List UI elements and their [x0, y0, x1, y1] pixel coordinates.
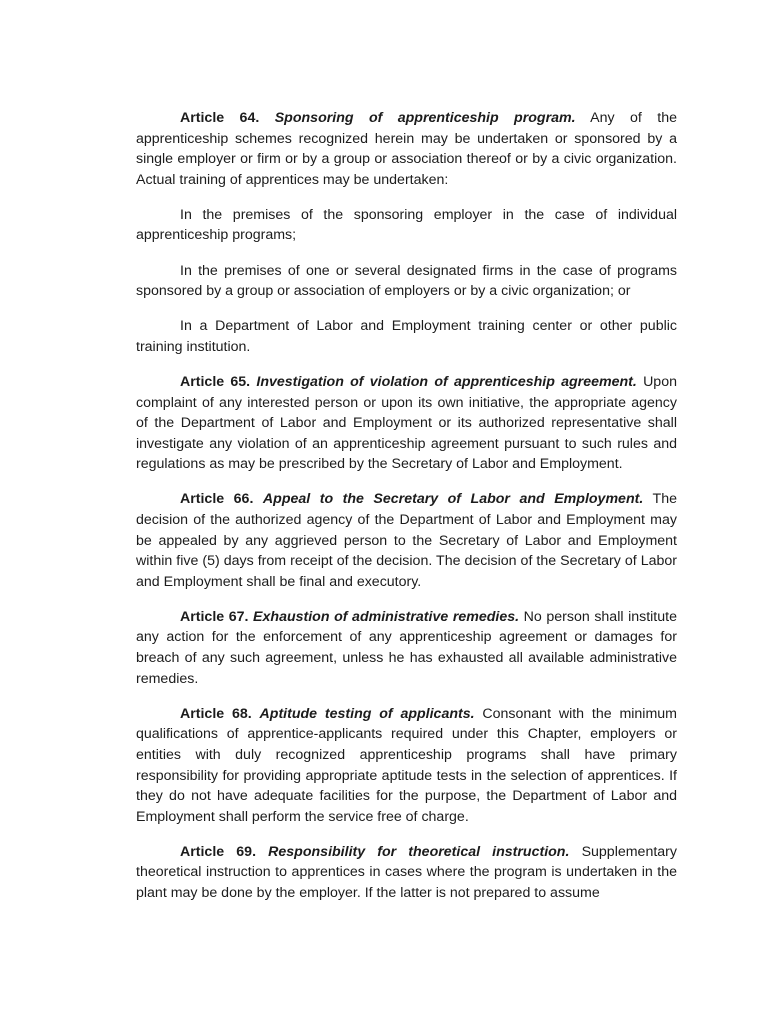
designated-firms-paragraph — [136, 261, 677, 302]
training-center-paragraph — [136, 316, 677, 357]
article-64-title: Sponsoring of apprenticeship program. — [274, 110, 576, 126]
sponsor-premises-text: In the premises of the sponsoring employer in the case of individual apprenticeship programs; — [136, 206, 677, 244]
article-68-label: Article 68. — [180, 705, 252, 722]
article-64-body: Any of the apprenticeship schemes recognized herein may be undertaken or sponsored by a single employer or firm or by a group or association thereof or by a civic organization. Actual training of apprentices may be undertaken: — [136, 110, 677, 188]
sponsor-premises-paragraph — [136, 205, 677, 246]
article-68-paragraph — [136, 704, 677, 828]
article-67-label: Article 67. — [180, 608, 249, 625]
article-65-body: Upon complaint of any interested person or upon its own initiative, the appropriate agency of the Department of Labor and Employment or its authorized representative shall investigate any violation of an apprenticeship agreement pursuant to such rules and regulations as may be prescribed by the Secretary of Labor and Employment. — [136, 373, 677, 473]
article-65-title: Investigation of violation of apprenticeship agreement. — [256, 373, 637, 390]
article-66-title: Appeal to the Secretary of Labor and Employment. — [262, 491, 644, 508]
article-67-title: Exhaustion of administrative remedies. — [253, 608, 520, 625]
article-64-paragraph — [136, 108, 677, 190]
article-68-body: Consonant with the minimum qualifications of apprentice-applicants required under this Chapter, employers or entities with duly recognized apprenticeship programs shall have primary responsibility for providing appropriate aptitude tests in the selection of apprentices. If they do not have adequate facilities for the purpose, the Department of Labor and Employment shall perform the service free of charge. — [136, 705, 677, 825]
article-66-label: Article 66. — [180, 491, 254, 508]
article-67-paragraph — [136, 607, 677, 689]
article-68-title: Aptitude testing of applicants. — [259, 705, 475, 722]
article-69-label: Article 69. — [180, 843, 257, 860]
article-69-body: Supplementary theoretical instruction to apprentices in cases where the program is undertaken in the plant may be done by the employer. If the latter is not prepared to assume — [136, 843, 677, 901]
article-66-body: The decision of the authorized agency of the Department of Labor and Employment may be appealed by any aggrieved person to the Secretary of Labor and Employment within five (5) days from receipt of the decision. The decision of the Secretary of Labor and Employment shall be final and executory. — [136, 491, 677, 590]
designated-firms-text: In the premises of one or several designated firms in the case of programs sponsored by a group or association of employers or by a civic organization; or — [136, 262, 677, 300]
article-65-label: Article 65. — [180, 373, 251, 390]
article-67-body: No person shall institute any action for the enforcement of any apprenticeship agreement or damages for breach of any such agreement, unless he has exhausted all available administrative remedies. — [136, 608, 677, 687]
article-69-paragraph — [136, 842, 677, 904]
article-65-paragraph — [136, 372, 677, 475]
training-center-text: In a Department of Labor and Employment training center or other public training institution. — [136, 318, 677, 355]
article-66-paragraph — [136, 489, 677, 592]
article-64-label: Article 64. — [180, 110, 260, 126]
article-69-title: Responsibility for theoretical instruction. — [268, 843, 570, 860]
document-page — [136, 108, 677, 918]
